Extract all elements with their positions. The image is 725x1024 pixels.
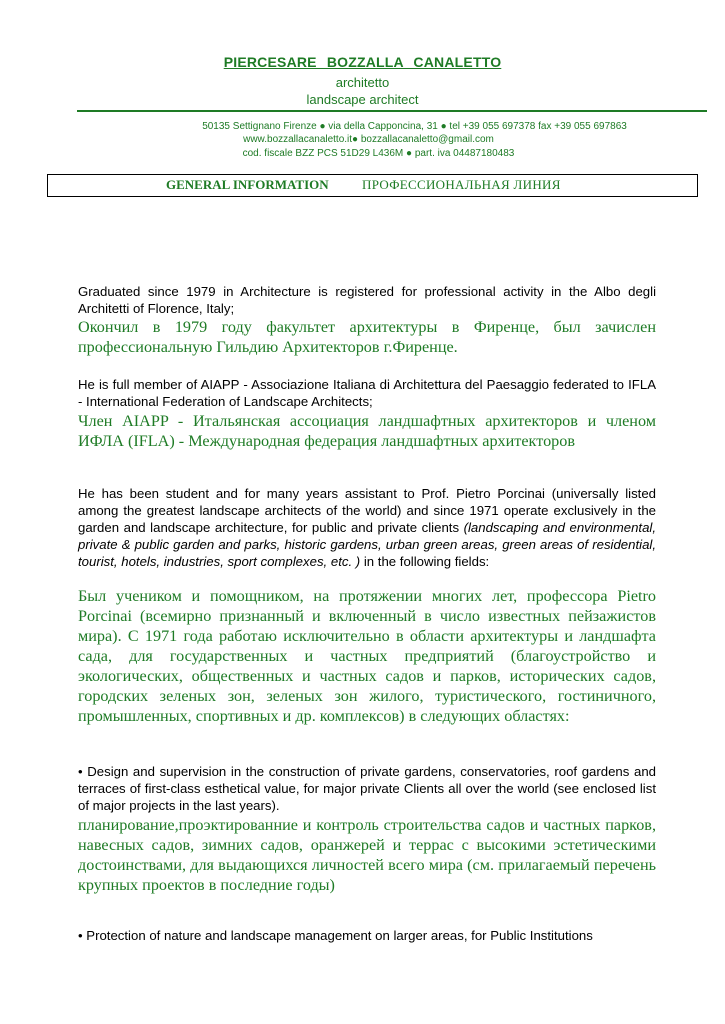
- section-title-ru: ПРОФЕССИОНАЛЬНАЯ ЛИНИЯ: [362, 177, 561, 192]
- section-title-en: GENERAL INFORMATION: [166, 177, 329, 192]
- paragraph-protection-en: • Protection of nature and landscape management on larger areas, for Public Institutions: [78, 928, 593, 943]
- profession-architetto: architetto: [335, 75, 390, 90]
- paragraph-career-ru: Был учеником и помощником, на протяжении многих лет, профессора Pietro Porcinai (всемирно признанный и включенный в число известных пейзажистов мира). С 1971 года работаю исключительно в области архитектуры и ландшафта сада, для государственных и частных предприятий (благоустройство и экологических, общественных и частных садов и парков, исторических садов, городских зеленых зон, зеленых зон жилого, туристического, гостиничного, промышленных, спортивных и др. комплексов) в следующих областях:: [78, 587, 656, 725]
- profession-landscape-architect: landscape architect: [306, 92, 419, 107]
- career-en-italic: (landscaping and environmental, private & public garden and parks, historic gardens, urban green areas, green areas of residential, tourist, hotels, industries, sport complexes, etc. ): [78, 520, 656, 569]
- paragraph-membership-en: He is full member of AIAPP - Associazione Italiana di Architettura del Paesaggio federated to IFLA - International Federation of Landscape Architects;: [78, 377, 656, 409]
- contact-address-phone: 50135 Settignano Firenze ● via della Capponcina, 31 ● tel +39 055 697378 fax +39 055 697863: [202, 121, 627, 132]
- contact-web-email: www.bozzallacanaletto.it● bozzallacanaletto@gmail.com: [243, 134, 494, 145]
- paragraph-design-en: • Design and supervision in the construction of private gardens, conservatories, roof gardens and terraces of first-class esthetical value, for major private Clients all over the world (see enclosed list of major projects in the last years).: [78, 764, 656, 813]
- paragraph-membership-ru: Член AIAPP - Итальянская ассоциация ландшафтных архитекторов и членом ИФЛА (IFLA) - Международная федерация ландшафтных архитекторов: [78, 412, 656, 450]
- section-title-box: [47, 174, 698, 197]
- architect-name: PIERCESARE BOZZALLA CANALETTO: [223, 54, 502, 70]
- paragraph-career-en: [78, 485, 656, 570]
- header-rule: [77, 110, 707, 112]
- career-en-text: He has been student and for many years assistant to Prof. Pietro Porcinai (universally listed among the greatest landscape architects of the world) and since 1971 operate exclusively in the garden and landscape architecture, for public and private clients: [78, 486, 656, 535]
- paragraph-design-ru: планирование,проэктированние и контроль строительства садов и частных парков, навесных садов, зимних садов, оранжерей и террас с высокими эстетическими достоинствами, для выдающихся личностей всего мира (см. прилагаемый перечень крупных проектов в последние годы): [78, 816, 656, 894]
- paragraph-graduation-en: Graduated since 1979 in Architecture is registered for professional activity in the Albo degli Architetti of Florence, Italy;: [78, 284, 656, 316]
- contact-tax-ids: cod. fiscale BZZ PCS 51D29 L436M ● part. iva 04487180483: [242, 148, 515, 159]
- career-en-fields: in the following fields:: [360, 554, 490, 569]
- paragraph-graduation-ru: Окончил в 1979 году факультет архитектуры в Фиренце, был зачислен профессиональную Гильдию Архитекторов г.Фиренце.: [78, 318, 656, 356]
